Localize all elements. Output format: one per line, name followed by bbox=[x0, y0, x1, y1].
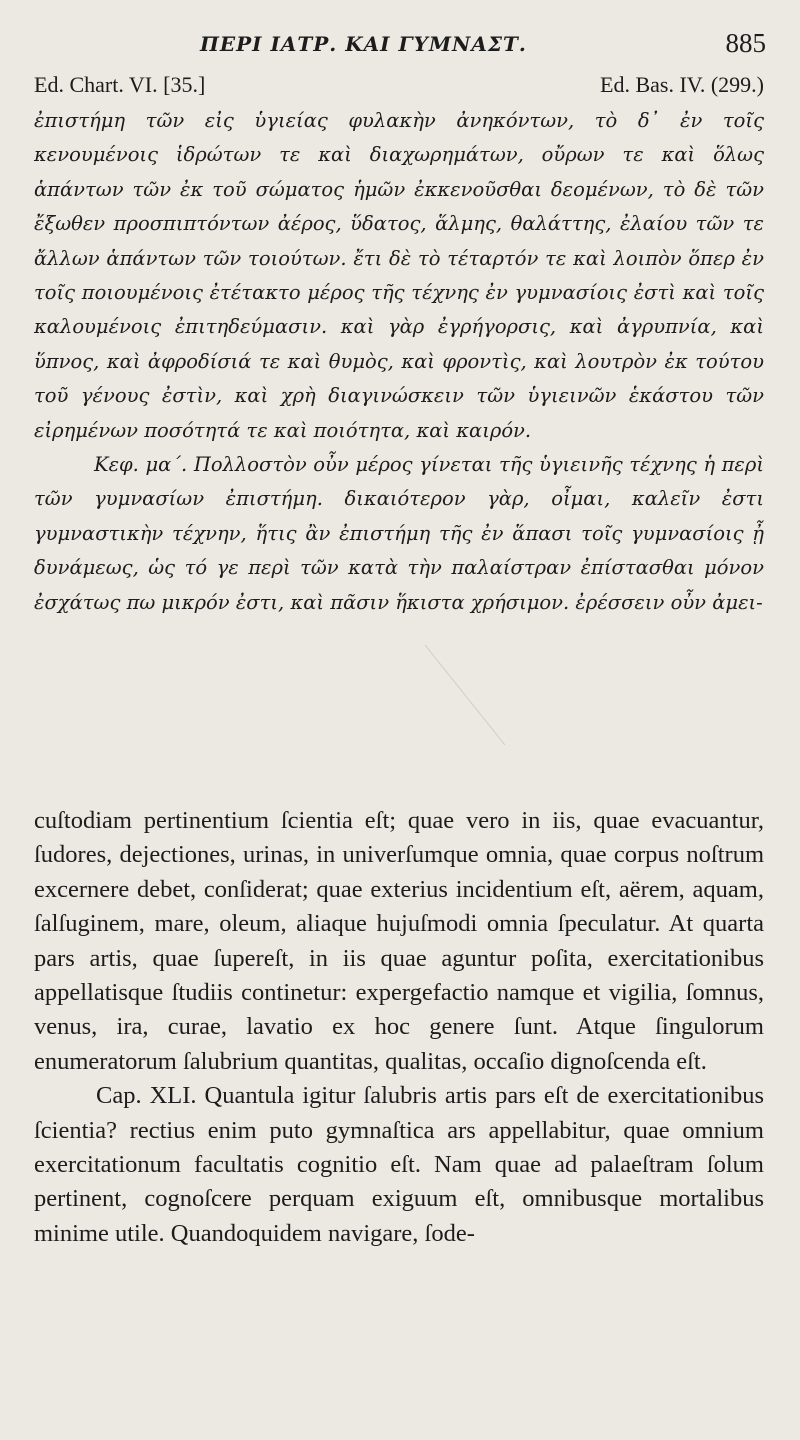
page-number: 885 bbox=[725, 28, 766, 58]
latin-paragraph: cuſtodiam pertinentium ſcientia eſt; quae vero in iis, quae evacuantur, ſudores, dejectiones, urinas, in univerſumque omnia, quae corpus noſtrum excernere debet, conſiderat; quae exterius incidentium eſt, aërem, aquam, ſalſuginem, mare, oleum, aliaque hujuſmodi omnia ſpeculatur. At quarta pars artis, quae ſupereſt, in iis quae aguntur poſita, exercitationibus appellatisque ſtudiis continetur: expergefactio namque et vigilia, ſomnus, venus, ira, curae, lavatio ex hoc genere ſunt. Atque ſingulorum enumeratorum ſalubrium quantitas, qualitas, occaſio dignoſcenda eſt. bbox=[34, 807, 764, 1075]
edition-references bbox=[34, 72, 764, 102]
latin-text-block bbox=[34, 804, 764, 1251]
running-head bbox=[0, 28, 800, 64]
running-title: ΠΕΡΙ ΙΑΤΡ. ΚΑΙ ΓΥΜΝΑΣΤ. bbox=[200, 32, 527, 56]
show-through-mark bbox=[420, 640, 510, 750]
latin-chapter-paragraph: Cap. XLI. Quantula igitur ſalubris artis pars eſt de exercitationibus ſcientia? rectius enim puto gymnaſtica ars appellabitur, quae omnium exercitationum facultatis cognitio eſt. Nam quae ad palaeſtram ſolum pertinent, cognoſcere perquam exiguum eſt, omnibusque mortalibus minime utile. Quandoquidem navigare, ſode- bbox=[34, 1082, 764, 1247]
greek-chapter-paragraph: Κεφ. μα΄. Πολλοστὸν οὖν μέρος γίνεται τῆς ὑγιεινῆς τέχνης ἡ περὶ τῶν γυμνασίων ἐπιστήμη. δικαιότερον γὰρ, οἶμαι, καλεῖν ἐστι γυμναστικὴν τέχνην, ἥτις ἂν ἐπιστήμη τῆς ἐν ἅπασι τοῖς γυμνασίοις ᾖ δυνάμεως, ὡς τό γε περὶ τῶν κατὰ τὴν παλαίστραν ἐπίστασθαι μόνον ἐσχάτως πω μικρόν ἐστι, καὶ πᾶσιν ἥκιστα χρήσιμον. ἐρέσσειν οὖν ἀμει- bbox=[34, 453, 764, 614]
greek-paragraph: ἐπιστήμη τῶν εἰς ὑγιείας φυλακὴν ἀνηκόντων, τὸ δ᾽ ἐν τοῖς κενουμένοις ἱδρώτων τε καὶ διαχωρημάτων, οὔρων τε καὶ ὅλως ἁπάντων τῶν ἐκ τοῦ σώματος ἡμῶν ἐκκενοῦσθαι δεομένων, τὸ δὲ τῶν ἔξωθεν προσπιπτόντων ἀέρος, ὕδατος, ἅλμης, θαλάττης, ἐλαίου τῶν τε ἄλλων ἁπάντων τῶν τοιούτων. ἔτι δὲ τὸ τέταρτόν τε καὶ λοιπὸν ὅπερ ἐν τοῖς ποιουμένοις ἐτέτακτο μέρος τῆς τέχνης ἐν γυμνασίοις ἐστὶ καὶ τοῖς καλουμένοις ἐπιτηδεύμασιν. καὶ γὰρ ἐγρήγορσις, καὶ ἀγρυπνία, καὶ ὕπνος, καὶ ἀφροδίσιά τε καὶ θυμὸς, καὶ φροντὶς, καὶ λουτρὸν ἐκ τούτου τοῦ γένους ἐστὶν, καὶ χρὴ διαγινώσκειν τῶν ὑγιεινῶν ἑκάστου τῶν εἰρημένων ποσότητά τε καὶ ποιότητα, καὶ καιρόν. bbox=[34, 109, 764, 442]
greek-text-block bbox=[34, 104, 764, 620]
edition-basel-reference: Ed. Bas. IV. (299.) bbox=[600, 72, 764, 97]
edition-chart-reference: Ed. Chart. VI. [35.] bbox=[34, 72, 206, 97]
